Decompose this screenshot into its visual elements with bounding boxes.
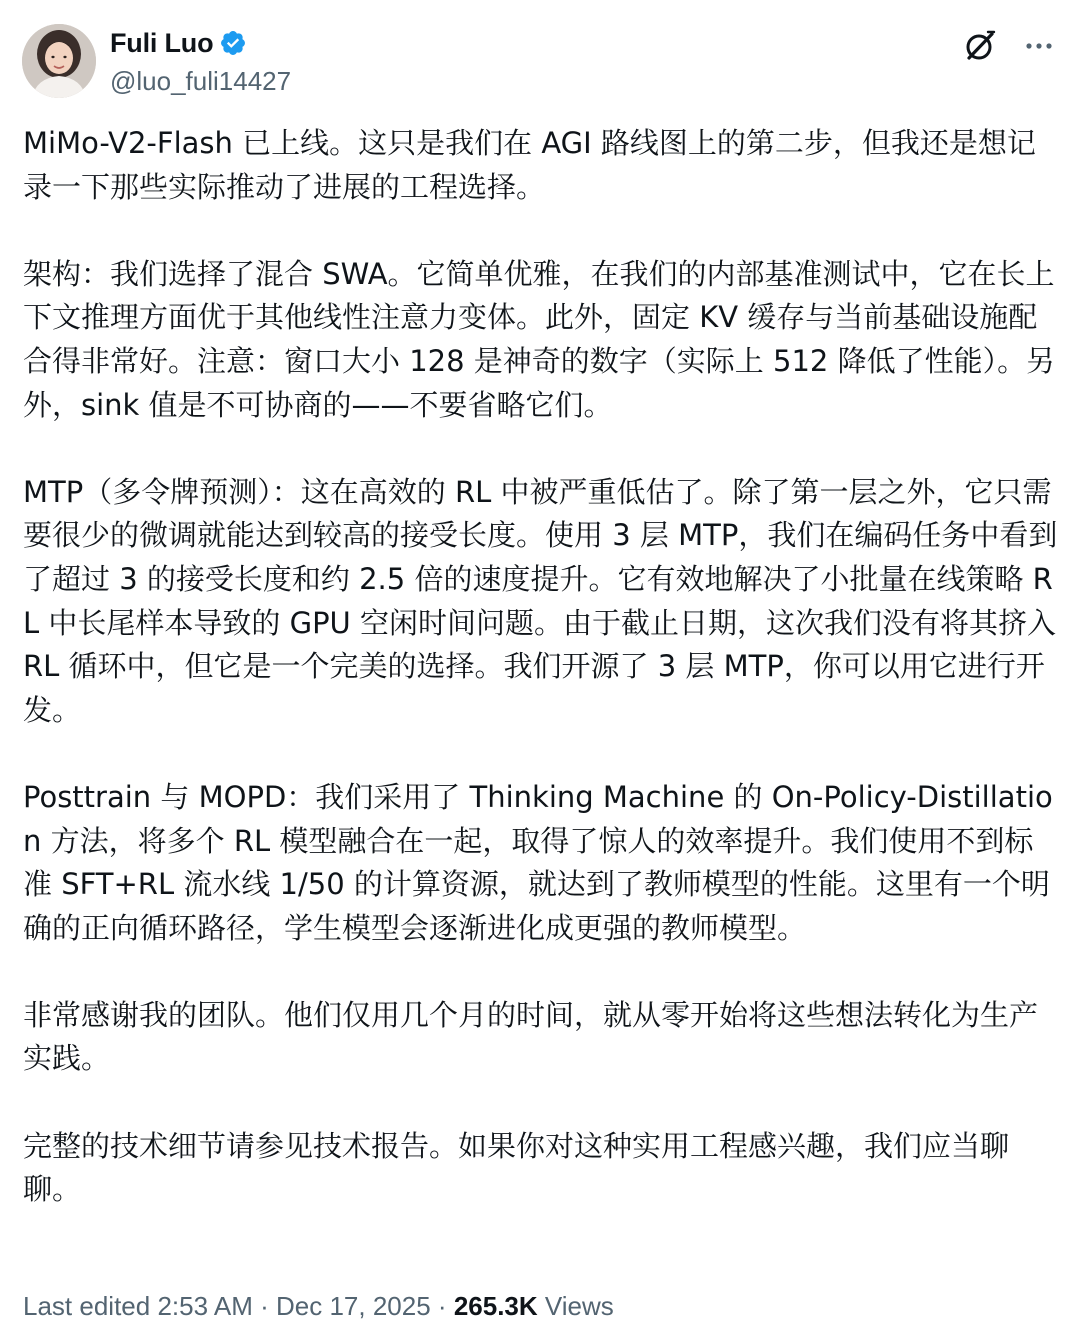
avatar-photo-icon bbox=[22, 24, 96, 98]
edited-label[interactable]: Last edited bbox=[23, 1291, 151, 1321]
tweet-paragraph-thanks: 非常感谢我的团队。他们仅用几个月的时间，就从零开始将这些想法转化为生产实践。 bbox=[23, 997, 1039, 1076]
avatar[interactable] bbox=[22, 24, 96, 98]
post-date[interactable]: Dec 17, 2025 bbox=[276, 1291, 431, 1321]
post-time[interactable]: 2:53 AM bbox=[157, 1291, 253, 1321]
display-name[interactable]: Fuli Luo bbox=[110, 27, 214, 58]
tweet-actions bbox=[962, 28, 1054, 64]
tweet-footer bbox=[23, 1291, 614, 1322]
handle[interactable]: @luo_fuli14427 bbox=[110, 66, 292, 96]
footer-separator: · bbox=[260, 1291, 269, 1321]
verified-badge-icon[interactable] bbox=[219, 29, 247, 57]
tweet-header bbox=[22, 22, 1058, 98]
tweet-paragraph-architecture: 架构：我们选择了混合 SWA。它简单优雅，在我们的内部基准测试中，它在长上下文推理方面优于其他线性注意力变体。此外，固定 KV 缓存与当前基础设施配合得非常好。注意：窗口大小 128 是神奇的数字（实际上 512 降低了性能）。另外，sink 值是不可协商的——不要省略它们。 bbox=[23, 256, 1056, 422]
tweet-paragraph-report: 完整的技术细节请参见技术报告。如果你对这种实用工程感兴趣，我们应当聊聊。 bbox=[23, 1128, 1010, 1207]
name-row bbox=[110, 26, 291, 60]
views-label: Views bbox=[544, 1291, 614, 1321]
tweet-paragraph-intro: MiMo-V2-Flash 已上线。这只是我们在 AGI 路线图上的第二步，但我还是想记录一下那些实际推动了进展的工程选择。 bbox=[23, 126, 1036, 204]
tweet-body bbox=[23, 122, 1066, 1255]
tweet-paragraph-mtp: MTP（多令牌预测）：这在高效的 RL 中被严重低估了。除了第一层之外，它只需要很少的微调就能达到较高的接受长度。使用 3 层 MTP，我们在编码任务中看到了超过 3 的接受长度和约 2.5 倍的速度提升。它有效地解决了小批量在线策略 RL 中长尾样本导致的 GPU 空闲时间问题。由于截止日期，这次我们没有将其挤入 RL 循环中，但它是一个完美的选择。我们开源了 3 层 MTP，你可以用它进行开发。 bbox=[23, 474, 1066, 727]
footer-separator-2: · bbox=[437, 1291, 447, 1321]
views-count: 265.3K bbox=[453, 1291, 538, 1321]
grok-icon[interactable] bbox=[962, 28, 998, 64]
tweet-paragraph-posttrain: Posttrain 与 MOPD：我们采用了 Thinking Machine 的 On-Policy-Distillation 方法，将多个 RL 模型融合在一起，取得了惊人的效率提升。我们使用不到标准 SFT+RL 流水线 1/50 的计算资源，就达到了教师模型的性能。这里有一个明确的正向循环路径，学生模型会逐渐进化成更强的教师模型。 bbox=[23, 779, 1053, 945]
more-dots-icon[interactable] bbox=[1024, 31, 1054, 61]
author-names bbox=[110, 26, 291, 97]
